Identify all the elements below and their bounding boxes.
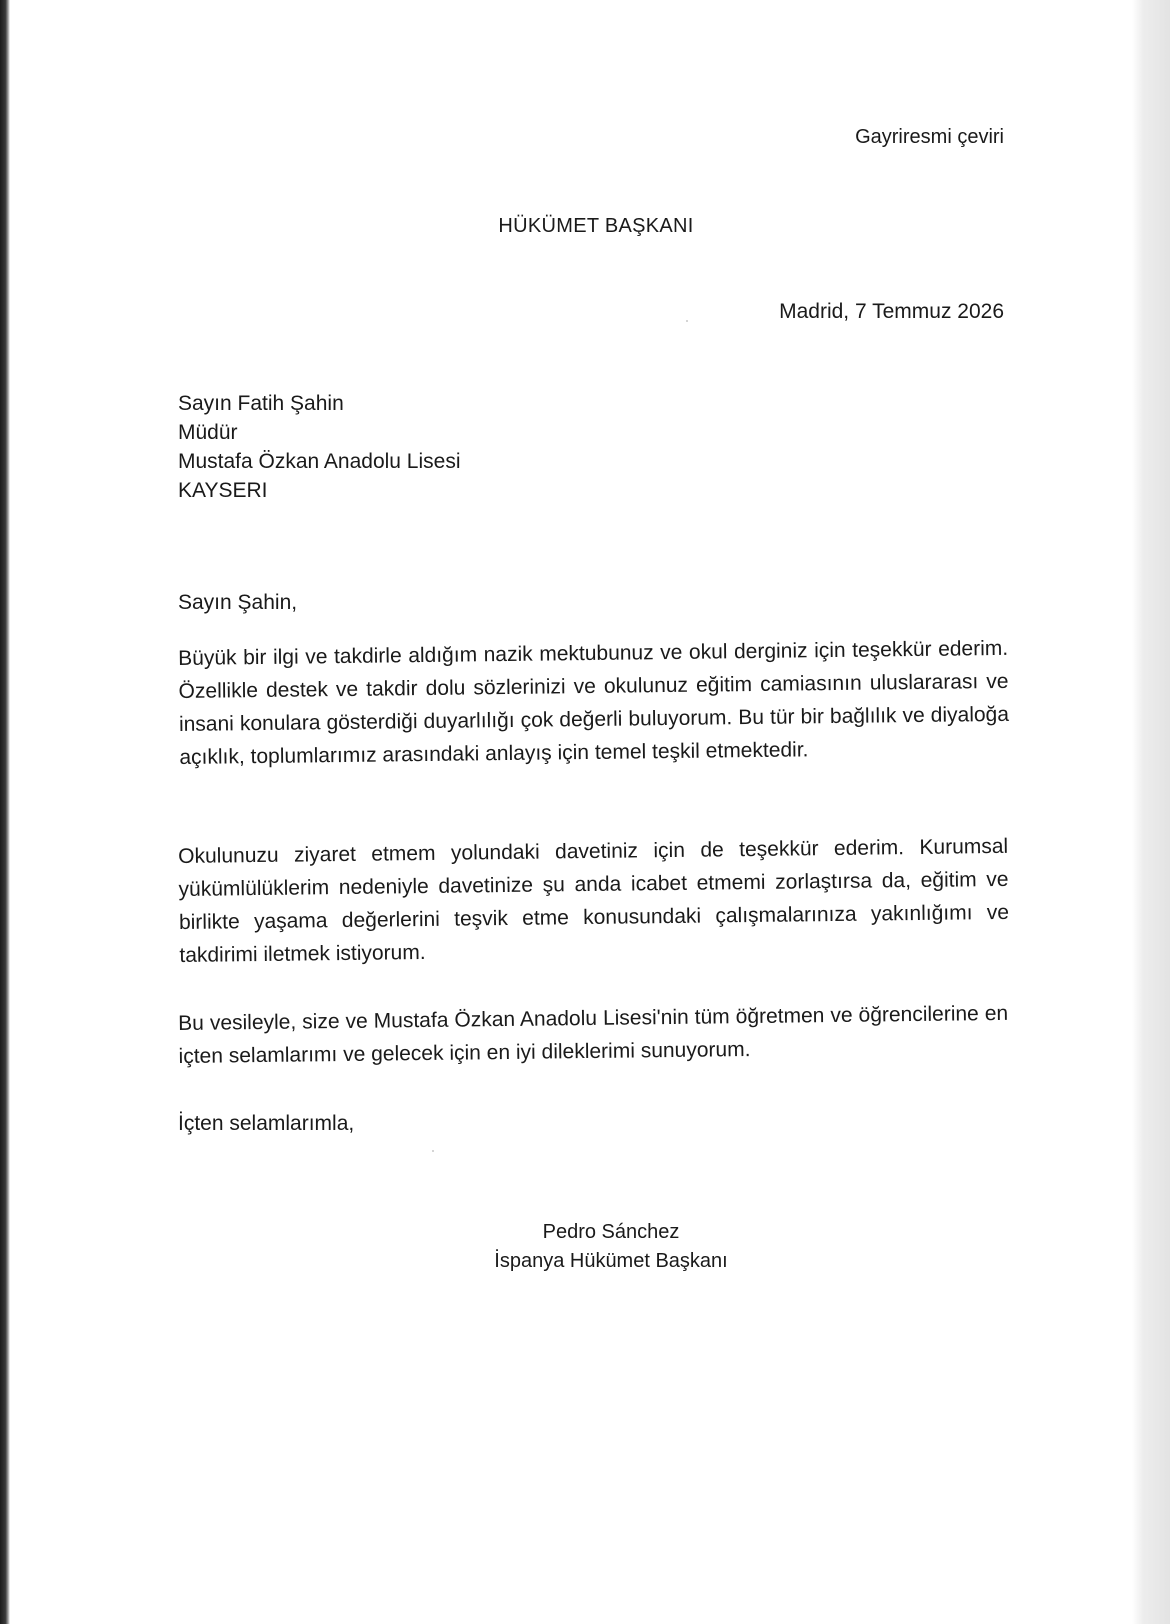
letterhead-title: HÜKÜMET BAŞKANI [498, 215, 694, 237]
body-paragraph: Okulunuzu ziyaret etmem yolundaki davetiniz için de teşekkür ederim. Kurumsal yükümlülüklerim nedeniyle davetinize şu anda icabet etmemi zorlaştırsa da, eğitim ve birlikte yaşama değerlerini teşvik etme konusundaki çalışmalarınıza yakınlığımı ve takdirimi iletmek istiyorum. [178, 834, 1010, 967]
signatory-name: Pedro Sánchez [542, 1221, 680, 1243]
salutation: Sayın Şahin, [178, 591, 298, 614]
page-left-shadow [0, 0, 10, 1624]
paper-speck [686, 320, 688, 322]
recipient-name: Sayın Fatih Şahin [178, 392, 344, 415]
recipient-position: Müdür [178, 421, 238, 444]
recipient-city: KAYSERI [178, 479, 268, 502]
body-paragraph: Bu vesileyle, size ve Mustafa Özkan Anadolu Lisesi'nin tüm öğretmen ve öğrencilerine en içten selamlarımı ve gelecek için en iyi dileklerimi sunuyorum. [178, 1001, 1009, 1068]
signature-block [466, 1218, 756, 1276]
place-and-date: Madrid, 7 Temmuz 2026 [779, 300, 1004, 323]
recipient-institution: Mustafa Özkan Anadolu Lisesi [178, 450, 461, 473]
recipient-block [178, 389, 461, 505]
page-right-shadow [1132, 0, 1170, 1624]
signatory-title: İspanya Hükümet Başkanı [494, 1250, 728, 1272]
closing-phrase: İçten selamlarımla, [178, 1112, 355, 1135]
paper-speck [432, 1150, 434, 1152]
translation-note: Gayriresmi çeviri [855, 126, 1004, 148]
body-paragraph: Büyük bir ilgi ve takdirle aldığım nazik mektubunuz ve okul derginiz için teşekkür ederim. Özellikle destek ve takdir dolu sözlerinizi ve okulunuz eğitim camiasının uluslararası ve insani konulara gösterdiği duyarlılığı çok değerli buluyorum. Bu tür bir bağlılık ve diyaloğa açıklık, toplumlarımız arasındaki anlayış için temel teşkil etmektedir. [178, 636, 1010, 769]
